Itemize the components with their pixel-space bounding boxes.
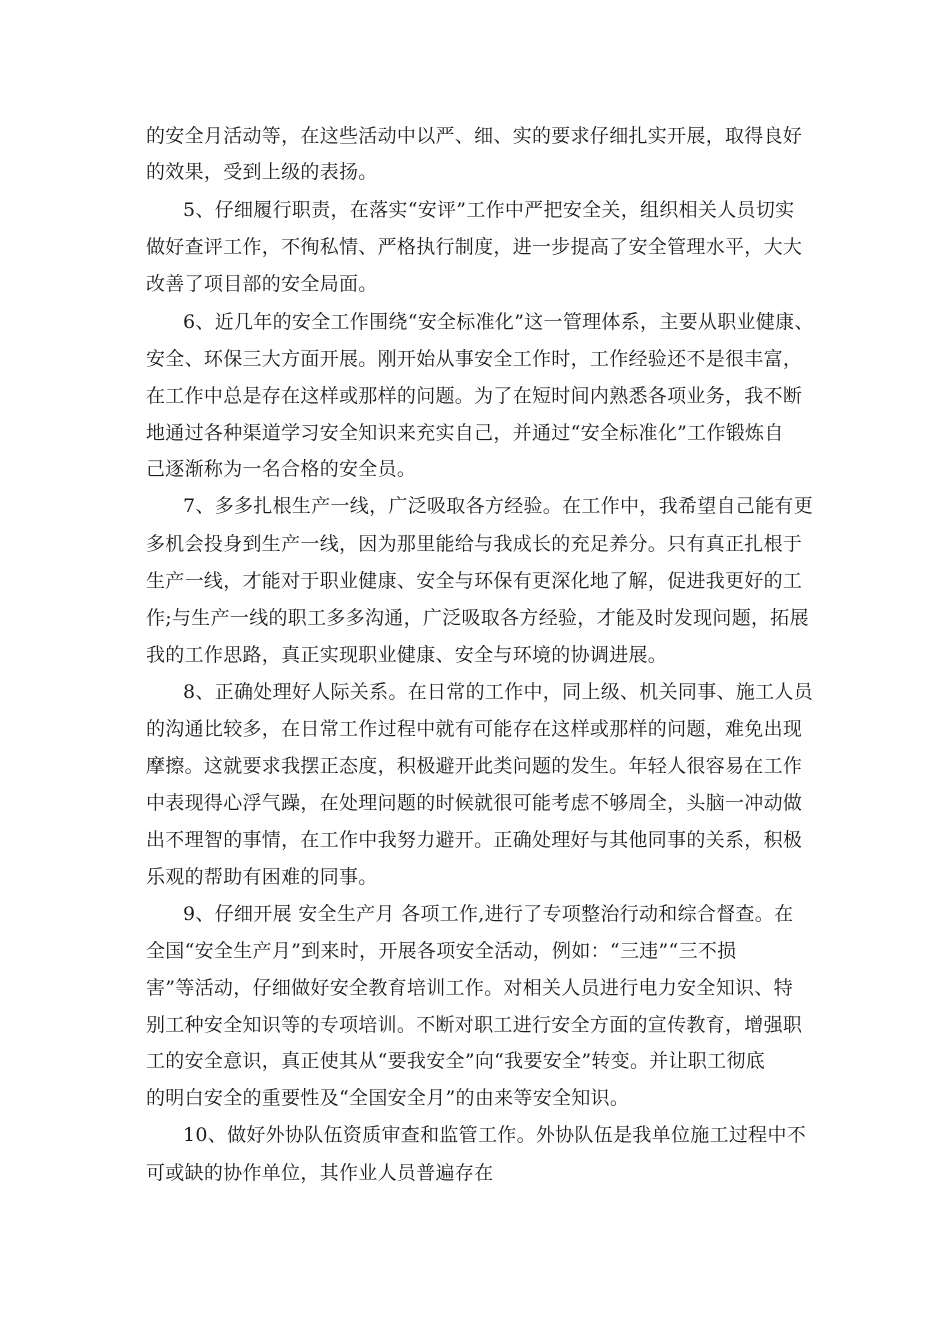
text-line: 多机会投身到生产一线，因为那里能给与我成长的充足养分。只有真正扎根于	[146, 533, 803, 555]
paragraph-7-start: 7、多多扎根生产一线，广泛吸取各方经验。在工作中，我希望自己能有更	[183, 495, 813, 517]
text-line: 的明白安全的重要性及“全国安全月”的由来等安全知识。	[146, 1087, 630, 1109]
text-line: 生产一线，才能对于职业健康、安全与环保有更深化地了解，促进我更好的工	[146, 570, 803, 592]
text-line: 中表现得心浮气躁，在处理问题的时候就很可能考虑不够周全，头脑一冲动做	[146, 792, 803, 814]
text-line: 做好查评工作，不徇私情、严格执行制度，进一步提高了安全管理水平，大大	[146, 236, 803, 258]
text-line: 在工作中总是存在这样或那样的问题。为了在短时间内熟悉各项业务，我不断	[146, 385, 803, 407]
text-line: 别工种安全知识等的专项培训。不断对职工进行安全方面的宣传教育，增强职	[146, 1014, 803, 1036]
text-line: 的沟通比较多，在日常工作过程中就有可能存在这样或那样的问题，难免出现	[146, 718, 803, 740]
paragraph-5-start: 5、仔细履行职责，在落实“安评”工作中严把安全关，组织相关人员切实	[183, 199, 795, 221]
text-line: 全国“安全生产月”到来时，开展各项安全活动，例如：“三违”“三不损	[146, 940, 737, 962]
text-line: 工的安全意识，真正使其从“要我安全”向“我要安全”转变。并让职工彻底	[146, 1050, 766, 1072]
text-line: 安全、环保三大方面开展。刚开始从事安全工作时，工作经验还不是很丰富，	[146, 348, 803, 370]
text-line: 改善了项目部的安全局面。	[146, 273, 378, 295]
text-line: 的效果，受到上级的表扬。	[146, 161, 378, 183]
text-line: 出不理智的事情，在工作中我努力避开。正确处理好与其他同事的关系，积极	[146, 829, 803, 851]
text-line: 的安全月活动等，在这些活动中以严、细、实的要求仔细扎实开展，取得良好	[146, 125, 803, 147]
text-line: 己逐渐称为一名合格的安全员。	[146, 458, 417, 480]
text-line: 摩擦。这就要求我摆正态度，积极避开此类问题的发生。年轻人很容易在工作	[146, 755, 803, 777]
paragraph-6-start: 6、近几年的安全工作围绕“安全标准化”这一管理体系，主要从职业健康、	[183, 311, 814, 333]
paragraph-10-start: 10、做好外协队伍资质审查和监管工作。外协队伍是我单位施工过程中不	[183, 1124, 807, 1146]
text-line: 乐观的帮助有困难的同事。	[146, 866, 378, 888]
text-line: 作;与生产一线的职工多多沟通，广泛吸取各方经验，才能及时发现问题，拓展	[146, 607, 809, 629]
text-line: 地通过各种渠道学习安全知识来充实自己，并通过“安全标准化”工作锻炼自	[146, 422, 784, 444]
text-line: 害”等活动，仔细做好安全教育培训工作。对相关人员进行电力安全知识、特	[146, 977, 793, 999]
paragraph-8-start: 8、正确处理好人际关系。在日常的工作中，同上级、机关同事、施工人员	[183, 681, 813, 703]
paragraph-9-start: 9、仔细开展 安全生产月 各项工作,进行了专项整治行动和综合督查。在	[183, 903, 794, 925]
text-line: 我的工作思路，真正实现职业健康、安全与环境的协调进展。	[146, 644, 668, 666]
text-line: 可或缺的协作单位，其作业人员普遍存在	[146, 1162, 494, 1184]
